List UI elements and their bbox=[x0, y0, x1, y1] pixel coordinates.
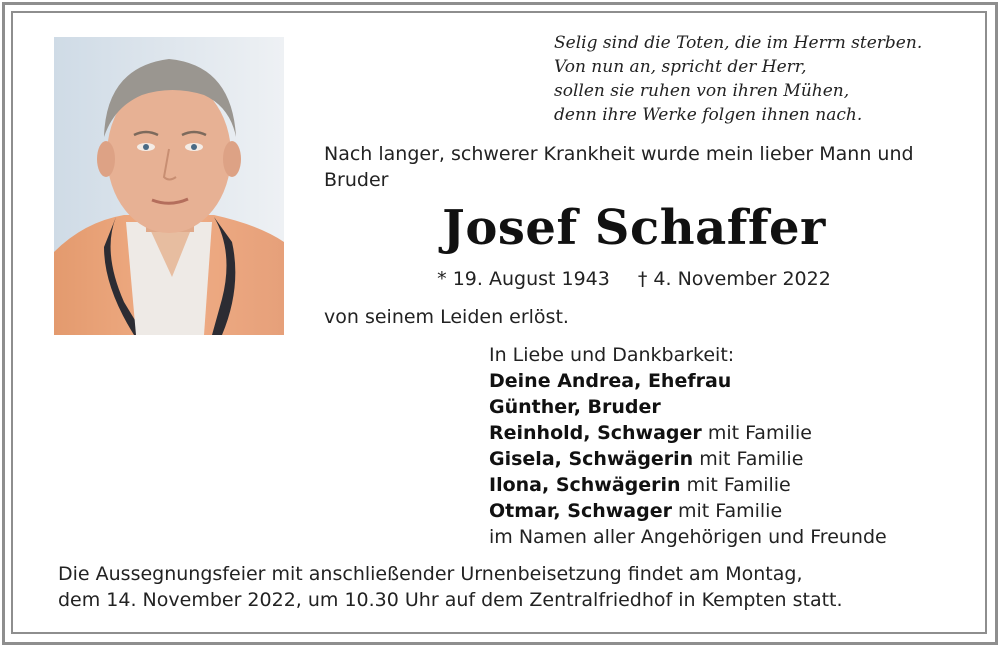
mourners-closing: im Namen aller Angehörigen und Freunde bbox=[489, 526, 887, 548]
released-text: von seinem Leiden erlöst. bbox=[324, 306, 569, 328]
mourner-suffix: mit Familie bbox=[701, 422, 812, 444]
ceremony-line: Die Aussegnungsfeier mit anschließender Urnenbeisetzung findet am Montag, bbox=[58, 563, 803, 585]
birth-date: * 19. August 1943 bbox=[437, 268, 610, 290]
mourner-name: Gisela, Schwägerin bbox=[489, 448, 694, 470]
bible-verse bbox=[554, 31, 974, 127]
ceremony-notice bbox=[58, 561, 978, 613]
mourner-name: Ilona, Schwägerin bbox=[489, 474, 681, 496]
mourners-heading: In Liebe und Dankbarkeit: bbox=[489, 344, 735, 366]
mourner-name: Deine Andrea, Ehefrau bbox=[489, 370, 732, 392]
deceased-name: Josef Schaffer bbox=[442, 200, 826, 256]
death-date: † 4. November 2022 bbox=[637, 268, 831, 290]
portrait-photo bbox=[54, 37, 284, 335]
mourner-name: Otmar, Schwager bbox=[489, 500, 672, 522]
mourner-suffix: mit Familie bbox=[671, 500, 783, 522]
mourners-list bbox=[489, 342, 969, 550]
mourner-entry bbox=[489, 498, 969, 524]
verse-line: denn ihre Werke folgen ihnen nach. bbox=[554, 105, 863, 125]
verse-line: Von nun an, spricht der Herr, bbox=[554, 57, 807, 77]
ceremony-line: dem 14. November 2022, um 10.30 Uhr auf dem Zentralfriedhof in Kempten statt. bbox=[58, 589, 843, 611]
mourner-suffix: mit Familie bbox=[693, 448, 804, 470]
verse-line: Selig sind die Toten, die im Herrn sterben. bbox=[554, 33, 923, 53]
mourner-entry bbox=[489, 420, 969, 446]
mourner-entry bbox=[489, 394, 969, 420]
life-dates bbox=[324, 264, 944, 294]
mourner-entry bbox=[489, 368, 969, 394]
mourner-name: Reinhold, Schwager bbox=[489, 422, 702, 444]
mourner-entry bbox=[489, 472, 969, 498]
mourner-entry bbox=[489, 446, 969, 472]
verse-line: sollen sie ruhen von ihren Mühen, bbox=[554, 81, 850, 101]
mourner-name: Günther, Bruder bbox=[489, 396, 661, 418]
intro-text: Nach langer, schwerer Krankheit wurde mein lieber Mann und Bruder bbox=[324, 143, 914, 191]
mourner-suffix: mit Familie bbox=[680, 474, 791, 496]
